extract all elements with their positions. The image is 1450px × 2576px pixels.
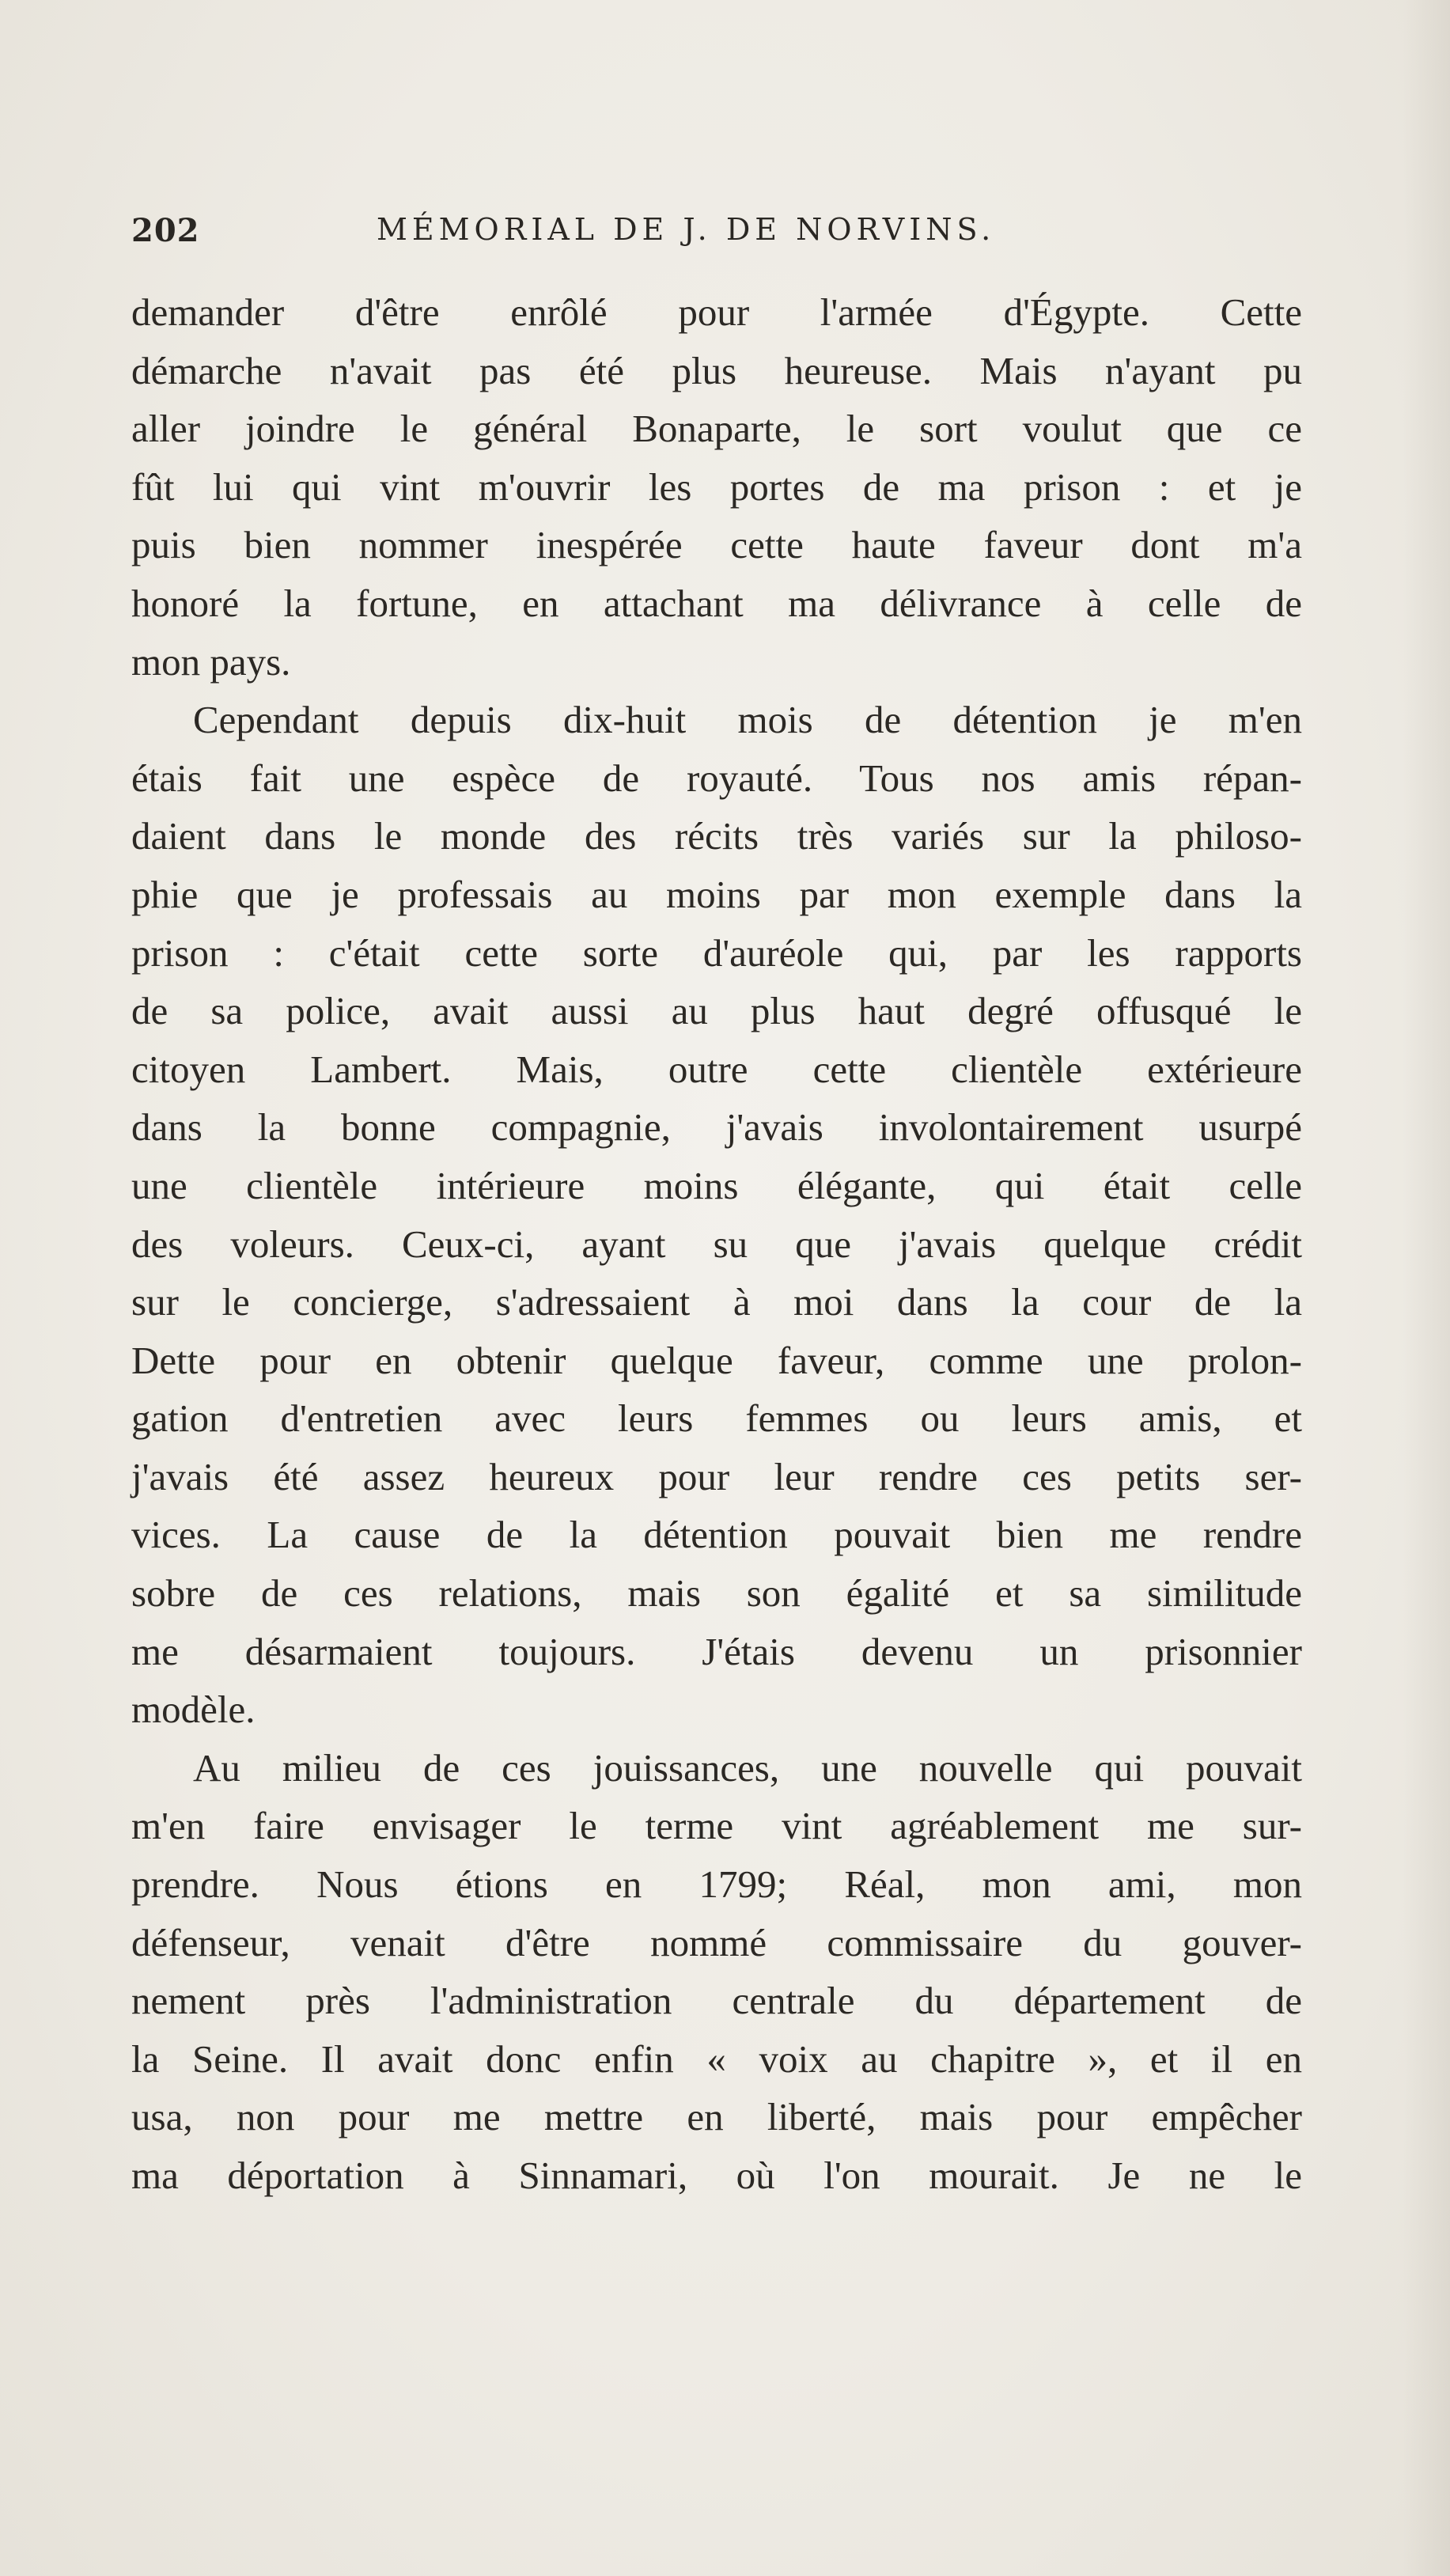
text-line: aller joindre le général Bonaparte, le sort voulut que ce <box>131 407 1302 451</box>
text-line: nement près l'administration centrale du département de <box>131 1979 1302 2023</box>
text-line: demander d'être enrôlé pour l'armée d'Égypte. Cette <box>131 290 1302 334</box>
text-line: citoyen Lambert. Mais, outre cette clientèle extérieure <box>131 1047 1302 1091</box>
text-line: Au milieu de ces jouissances, une nouvelle qui pouvait <box>193 1745 1302 1790</box>
text-line: des voleurs. Ceux-ci, ayant su que j'avais quelque crédit <box>131 1222 1302 1266</box>
text-line: vices. La cause de la détention pouvait bien me rendre <box>131 1513 1302 1557</box>
text-line: fût lui qui vint m'ouvrir les portes de ma prison : et je <box>131 464 1302 509</box>
text-line: me désarmaient toujours. J'étais devenu un prisonnier <box>131 1629 1302 1673</box>
text-line: prison : c'était cette sorte d'auréole qui, par les rapports <box>131 930 1302 975</box>
text-line: démarche n'avait pas été plus heureuse. Mais n'ayant pu <box>131 348 1302 392</box>
text-line: m'en faire envisager le terme vint agréablement me sur- <box>131 1804 1302 1848</box>
text-line: prendre. Nous étions en 1799; Réal, mon ami, mon <box>131 1862 1302 1907</box>
running-title: MÉMORIAL DE J. DE NORVINS. <box>377 212 996 247</box>
text-line: sobre de ces relations, mais son égalité et sa similitude <box>131 1571 1302 1616</box>
text-line: ma déportation à Sinnamari, où l'on mourait. Je ne le <box>131 2154 1302 2197</box>
text-line: j'avais été assez heureux pour leur rendre ces petits ser- <box>131 1454 1302 1498</box>
text-line: la Seine. Il avait donc enfin « voix au chapitre », et il en <box>131 2036 1302 2081</box>
text-line: une clientèle intérieure moins élégante, qui était celle <box>131 1163 1302 1207</box>
text-line: étais fait une espèce de royauté. Tous nos amis répan- <box>131 756 1302 800</box>
text-line: Cependant depuis dix-huit mois de détention je m'en <box>193 698 1302 742</box>
text-line: honoré la fortune, en attachant ma délivrance à celle de <box>131 581 1302 625</box>
text-line: de sa police, avait aussi au plus haut degré offusqué le <box>131 989 1302 1033</box>
text-line: Dette pour en obtenir quelque faveur, comme une prolon- <box>131 1338 1302 1382</box>
text-line: défenseur, venait d'être nommé commissaire du gouver- <box>131 1920 1302 1964</box>
text-line: mon pays. <box>131 639 291 684</box>
text-line: usa, non pour me mettre en liberté, mais pour empêcher <box>131 2095 1302 2139</box>
text-line: daient dans le monde des récits très variés sur la philoso- <box>131 814 1302 858</box>
text-line: gation d'entretien avec leurs femmes ou leurs amis, et <box>131 1396 1302 1441</box>
page-header <box>131 212 1318 267</box>
body-text <box>131 283 1302 2205</box>
page-edge-shade <box>1403 0 1450 2576</box>
text-line: sur le concierge, s'adressaient à moi dans la cour de la <box>131 1280 1302 1324</box>
text-line: modèle. <box>131 1688 256 1732</box>
text-line: puis bien nommer inespérée cette haute faveur dont m'a <box>131 523 1302 567</box>
text-line: dans la bonne compagnie, j'avais involontairement usurpé <box>131 1105 1302 1150</box>
text-line: phie que je professais au moins par mon exemple dans la <box>131 872 1302 916</box>
page-number: 202 <box>131 212 200 249</box>
